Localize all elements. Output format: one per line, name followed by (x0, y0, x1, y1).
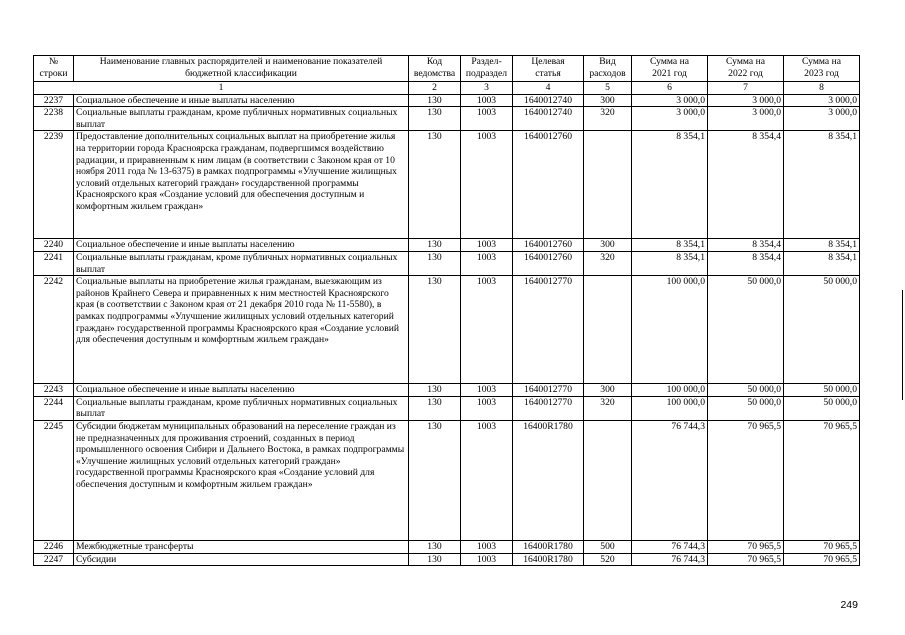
row-name: Социальные выплаты гражданам, кроме публичных нормативных социальных выплат (74, 107, 409, 131)
row-sum-2021: 8 354,1 (632, 251, 708, 275)
row-target-article: 16400R1780 (513, 420, 584, 540)
column-number: 2 (409, 82, 461, 95)
table-row (34, 276, 860, 384)
budget-table (33, 55, 860, 566)
row-dept-code: 130 (409, 94, 461, 107)
row-expense-type: 300 (584, 384, 632, 397)
column-number: 5 (584, 82, 632, 95)
row-sum-2023: 50 000,0 (784, 396, 860, 420)
row-number: 2240 (34, 239, 74, 252)
column-number: 3 (461, 82, 513, 95)
row-target-article: 1640012740 (513, 94, 584, 107)
row-target-article: 16400R1780 (513, 553, 584, 566)
row-dept-code: 130 (409, 251, 461, 275)
row-section: 1003 (461, 239, 513, 252)
row-sum-2023: 50 000,0 (784, 276, 860, 384)
row-expense-type: 520 (584, 553, 632, 566)
row-number: 2246 (34, 540, 74, 553)
header-name: Наименование главных распорядителей и наименование показателей бюджетной классификации (74, 56, 409, 82)
row-target-article: 1640012760 (513, 131, 584, 239)
table-row (34, 94, 860, 107)
row-section: 1003 (461, 107, 513, 131)
row-dept-code: 130 (409, 107, 461, 131)
row-name: Межбюджетные трансферты (74, 540, 409, 553)
row-number: 2238 (34, 107, 74, 131)
row-target-article: 1640012760 (513, 239, 584, 252)
row-sum-2022: 50 000,0 (708, 396, 784, 420)
row-dept-code: 130 (409, 420, 461, 540)
row-sum-2021: 100 000,0 (632, 384, 708, 397)
row-sum-2023: 70 965,5 (784, 420, 860, 540)
row-expense-type: 320 (584, 251, 632, 275)
row-target-article: 16400R1780 (513, 540, 584, 553)
row-sum-2023: 8 354,1 (784, 239, 860, 252)
row-target-article: 1640012740 (513, 107, 584, 131)
row-sum-2022: 8 354,4 (708, 239, 784, 252)
row-target-article: 1640012770 (513, 396, 584, 420)
row-sum-2022: 8 354,4 (708, 251, 784, 275)
header-sum-2021: Сумма на 2021 год (632, 56, 708, 82)
row-section: 1003 (461, 94, 513, 107)
row-sum-2022: 3 000,0 (708, 107, 784, 131)
row-expense-type (584, 131, 632, 239)
row-name: Субсидии бюджетам муниципальных образований на переселение граждан из не предназначенных для проживания строений, созданных в период промышленного освоения Сибири и Дальнего Востока, в рамках подпрограммы «Улучшение жилищных условий отдельных категорий граждан» государственной программы Красноярского края «Создание условий для обеспечения доступным и комфортным жильем граждан» (74, 420, 409, 540)
row-target-article: 1640012770 (513, 276, 584, 384)
row-name: Субсидии (74, 553, 409, 566)
row-name: Предоставление дополнительных социальных выплат на приобретение жилья на территории города Красноярска гражданам, подвергшимся воздействию радиации, и приравненным к ним лицам (в соответствии с Законом края от 10 ноября 2011 года № 13-6375) в рамках подпрограммы «Улучшение жилищных условий отдельных категорий граждан» государственной программы Красноярского края «Создание условий для обеспечения доступным и комфортным жильем граждан» (74, 131, 409, 239)
row-section: 1003 (461, 251, 513, 275)
row-number: 2242 (34, 276, 74, 384)
header-row (34, 56, 860, 82)
row-sum-2022: 70 965,5 (708, 420, 784, 540)
row-sum-2021: 76 744,3 (632, 553, 708, 566)
row-sum-2023: 70 965,5 (784, 553, 860, 566)
row-sum-2021: 8 354,1 (632, 239, 708, 252)
table-row (34, 384, 860, 397)
column-number: 7 (708, 82, 784, 95)
table-row (34, 251, 860, 275)
page-number: 249 (840, 599, 858, 611)
scan-margin-line (902, 290, 903, 400)
column-number: 8 (784, 82, 860, 95)
row-sum-2022: 3 000,0 (708, 94, 784, 107)
row-dept-code: 130 (409, 540, 461, 553)
row-number: 2237 (34, 94, 74, 107)
row-number: 2247 (34, 553, 74, 566)
row-sum-2023: 8 354,1 (784, 131, 860, 239)
row-target-article: 1640012760 (513, 251, 584, 275)
row-dept-code: 130 (409, 239, 461, 252)
row-section: 1003 (461, 540, 513, 553)
row-section: 1003 (461, 553, 513, 566)
row-sum-2022: 50 000,0 (708, 384, 784, 397)
row-expense-type: 500 (584, 540, 632, 553)
row-number: 2241 (34, 251, 74, 275)
header-sum-2023: Сумма на 2023 год (784, 56, 860, 82)
row-expense-type: 320 (584, 107, 632, 131)
table-row (34, 553, 860, 566)
header-target-article: Целевая статья (513, 56, 584, 82)
row-expense-type: 300 (584, 239, 632, 252)
column-number-row (34, 82, 860, 95)
column-number: 4 (513, 82, 584, 95)
table-row (34, 239, 860, 252)
row-sum-2021: 100 000,0 (632, 396, 708, 420)
table-row (34, 396, 860, 420)
row-sum-2021: 76 744,3 (632, 540, 708, 553)
row-sum-2021: 8 354,1 (632, 131, 708, 239)
header-row-number: № строки (34, 56, 74, 82)
row-dept-code: 130 (409, 131, 461, 239)
row-number: 2239 (34, 131, 74, 239)
row-section: 1003 (461, 276, 513, 384)
row-sum-2022: 70 965,5 (708, 540, 784, 553)
row-expense-type (584, 420, 632, 540)
row-sum-2023: 70 965,5 (784, 540, 860, 553)
header-section: Раздел- подраздел (461, 56, 513, 82)
row-section: 1003 (461, 131, 513, 239)
row-sum-2021: 3 000,0 (632, 107, 708, 131)
row-sum-2023: 50 000,0 (784, 384, 860, 397)
header-expense-type: Вид расходов (584, 56, 632, 82)
row-sum-2022: 70 965,5 (708, 553, 784, 566)
row-sum-2023: 3 000,0 (784, 94, 860, 107)
row-sum-2023: 3 000,0 (784, 107, 860, 131)
row-expense-type (584, 276, 632, 384)
table-row (34, 540, 860, 553)
row-expense-type: 320 (584, 396, 632, 420)
column-number: 1 (34, 82, 409, 95)
row-sum-2023: 8 354,1 (784, 251, 860, 275)
table-row (34, 131, 860, 239)
row-section: 1003 (461, 384, 513, 397)
row-dept-code: 130 (409, 396, 461, 420)
row-target-article: 1640012770 (513, 384, 584, 397)
row-section: 1003 (461, 396, 513, 420)
header-dept-code: Код ведомства (409, 56, 461, 82)
row-name: Социальное обеспечение и иные выплаты населению (74, 239, 409, 252)
row-sum-2021: 3 000,0 (632, 94, 708, 107)
row-number: 2245 (34, 420, 74, 540)
row-dept-code: 130 (409, 384, 461, 397)
row-name: Социальное обеспечение и иные выплаты населению (74, 94, 409, 107)
row-sum-2022: 8 354,4 (708, 131, 784, 239)
row-dept-code: 130 (409, 276, 461, 384)
row-name: Социальные выплаты на приобретение жилья гражданам, выезжающим из районов Крайнего Севера и приравненных к ним местностей Красноярского края (в соответствии с Законом края от 21 декабря 2010 года № 11-5580), в рамках подпрограммы «Улучшение жилищных условий отдельных категорий граждан» государственной программы Красноярского края «Создание условий для обеспечения доступным и комфортным жильем граждан» (74, 276, 409, 384)
header-sum-2022: Сумма на 2022 год (708, 56, 784, 82)
row-expense-type: 300 (584, 94, 632, 107)
row-name: Социальные выплаты гражданам, кроме публичных нормативных социальных выплат (74, 251, 409, 275)
table-row (34, 107, 860, 131)
row-sum-2021: 76 744,3 (632, 420, 708, 540)
row-name: Социальное обеспечение и иные выплаты населению (74, 384, 409, 397)
row-number: 2244 (34, 396, 74, 420)
row-sum-2022: 50 000,0 (708, 276, 784, 384)
table-row (34, 420, 860, 540)
row-section: 1003 (461, 420, 513, 540)
row-name: Социальные выплаты гражданам, кроме публичных нормативных социальных выплат (74, 396, 409, 420)
column-number: 6 (632, 82, 708, 95)
row-sum-2021: 100 000,0 (632, 276, 708, 384)
row-dept-code: 130 (409, 553, 461, 566)
row-number: 2243 (34, 384, 74, 397)
